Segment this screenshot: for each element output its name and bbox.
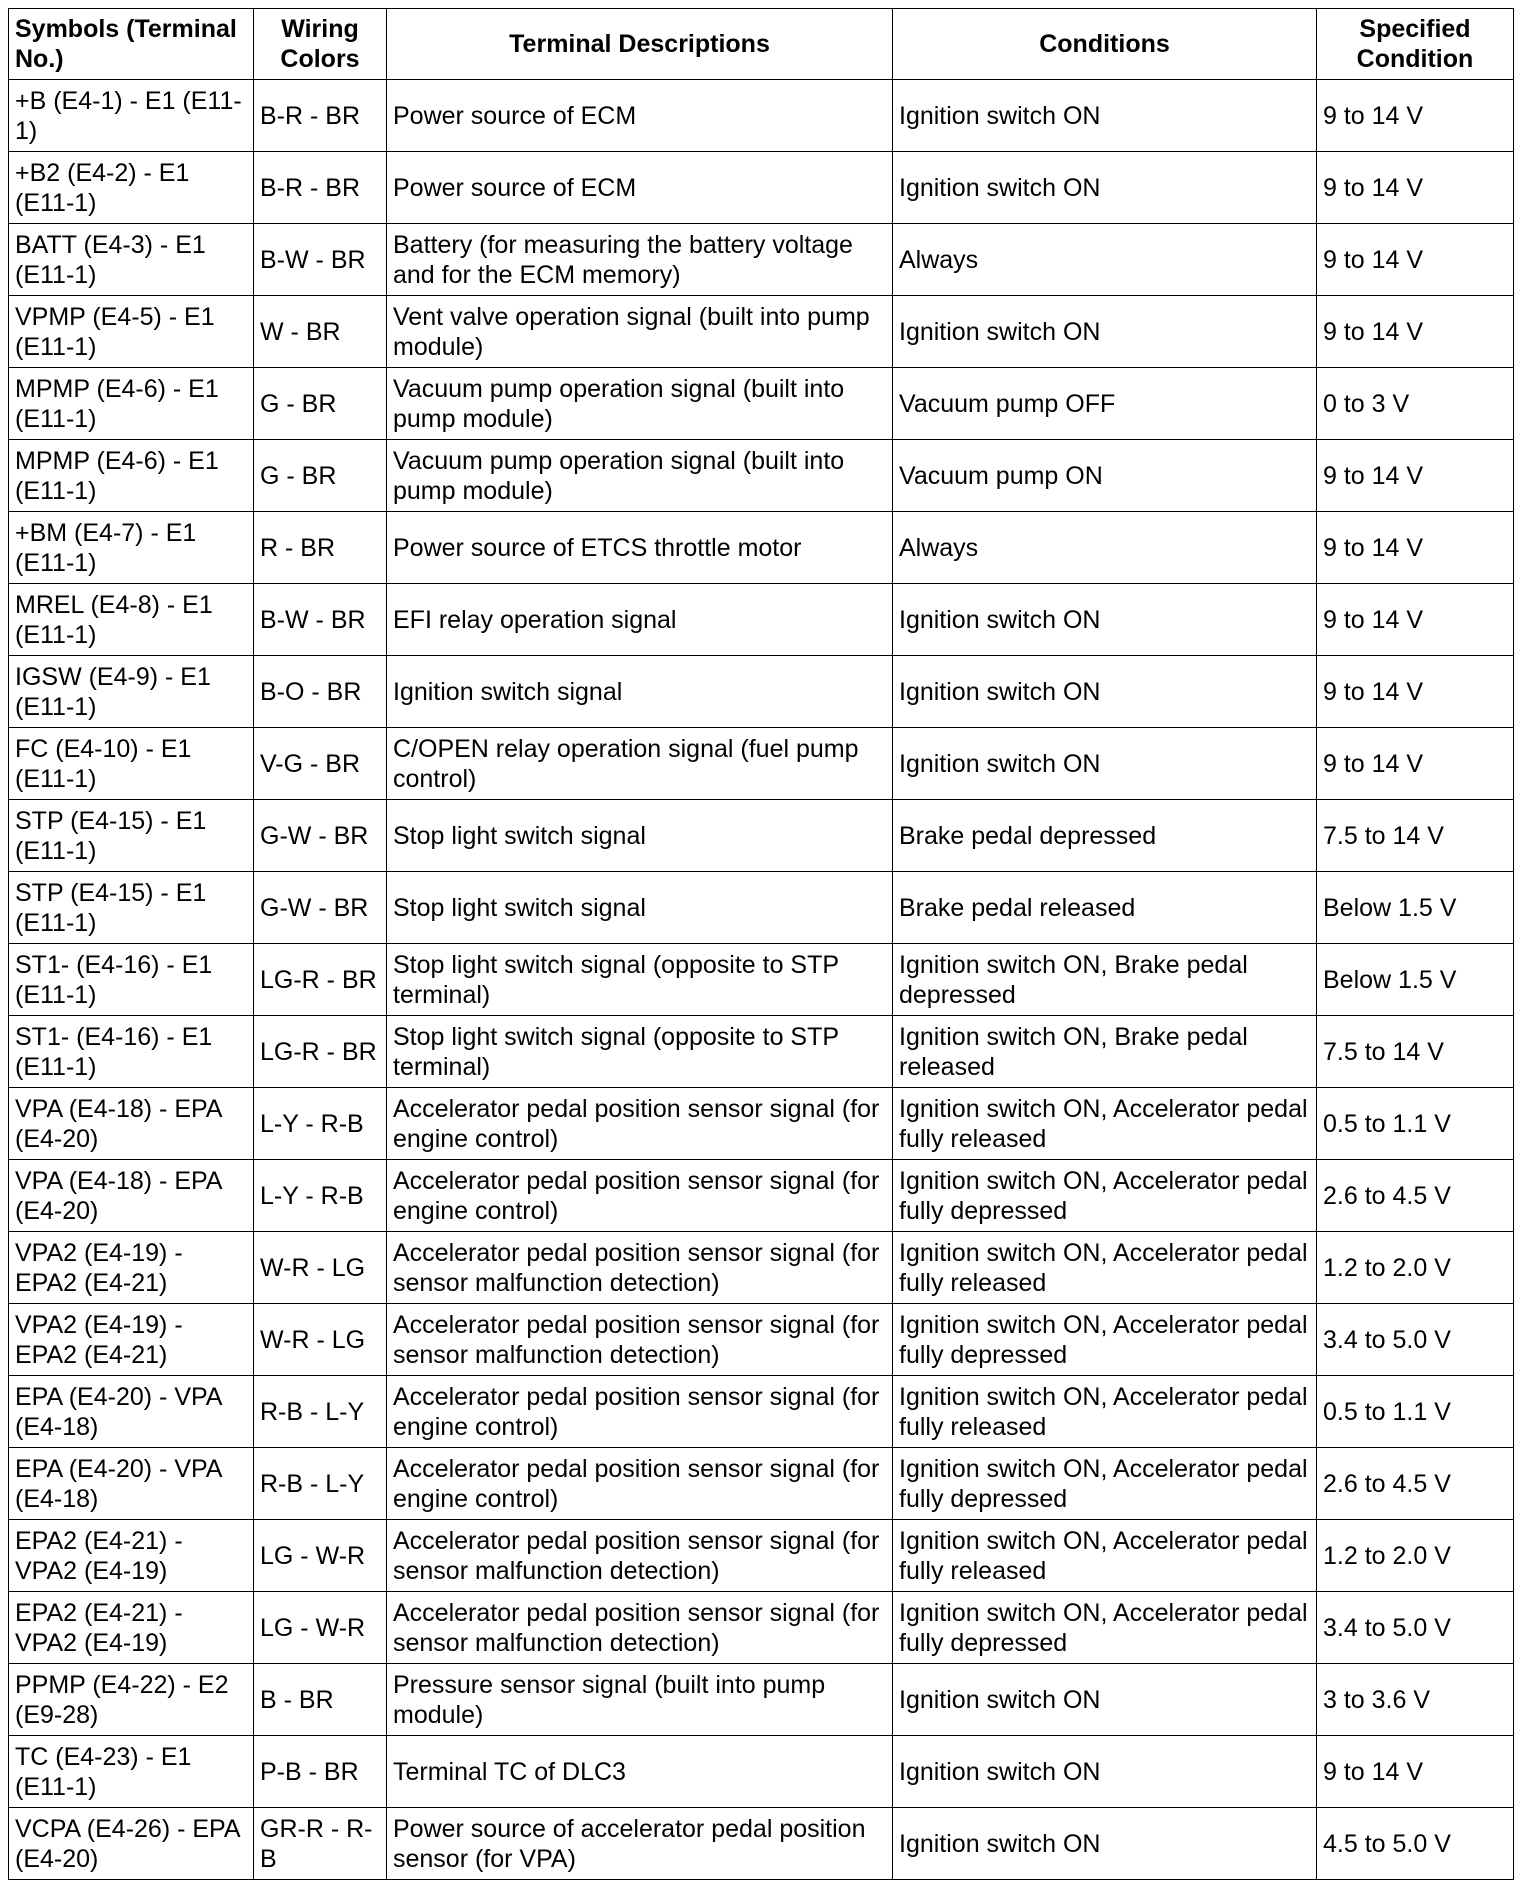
cell-symbols: VPA (E4-18) - EPA (E4-20) bbox=[9, 1160, 254, 1232]
cell-wiring-colors: G-W - BR bbox=[254, 872, 387, 944]
cell-specified-condition: 9 to 14 V bbox=[1317, 80, 1514, 152]
table-body bbox=[9, 80, 1514, 1880]
cell-symbols: VPA2 (E4-19) - EPA2 (E4-21) bbox=[9, 1232, 254, 1304]
cell-specified-condition: 9 to 14 V bbox=[1317, 152, 1514, 224]
cell-terminal-description: Ignition switch signal bbox=[387, 656, 893, 728]
cell-symbols: MPMP (E4-6) - E1 (E11-1) bbox=[9, 368, 254, 440]
cell-terminal-description: Power source of ETCS throttle motor bbox=[387, 512, 893, 584]
table-row bbox=[9, 440, 1514, 512]
cell-symbols: VCPA (E4-26) - EPA (E4-20) bbox=[9, 1808, 254, 1880]
table-row bbox=[9, 1592, 1514, 1664]
header-specified-condition: Specified Condition bbox=[1317, 9, 1514, 80]
cell-specified-condition: 7.5 to 14 V bbox=[1317, 800, 1514, 872]
cell-specified-condition: Below 1.5 V bbox=[1317, 944, 1514, 1016]
cell-symbols: VPA (E4-18) - EPA (E4-20) bbox=[9, 1088, 254, 1160]
cell-conditions: Vacuum pump OFF bbox=[893, 368, 1317, 440]
cell-conditions: Vacuum pump ON bbox=[893, 440, 1317, 512]
cell-conditions: Ignition switch ON bbox=[893, 296, 1317, 368]
cell-conditions: Ignition switch ON, Accelerator pedal fully released bbox=[893, 1232, 1317, 1304]
cell-symbols: TC (E4-23) - E1 (E11-1) bbox=[9, 1736, 254, 1808]
cell-conditions: Brake pedal depressed bbox=[893, 800, 1317, 872]
cell-wiring-colors: B - BR bbox=[254, 1664, 387, 1736]
cell-symbols: EPA2 (E4-21) - VPA2 (E4-19) bbox=[9, 1520, 254, 1592]
cell-terminal-description: Power source of ECM bbox=[387, 152, 893, 224]
cell-wiring-colors: L-Y - R-B bbox=[254, 1160, 387, 1232]
cell-symbols: EPA2 (E4-21) - VPA2 (E4-19) bbox=[9, 1592, 254, 1664]
table-row bbox=[9, 1016, 1514, 1088]
table-row bbox=[9, 656, 1514, 728]
terminal-spec-table bbox=[8, 8, 1514, 1880]
cell-specified-condition: 1.2 to 2.0 V bbox=[1317, 1232, 1514, 1304]
table-row bbox=[9, 1736, 1514, 1808]
cell-terminal-description: Accelerator pedal position sensor signal (for engine control) bbox=[387, 1088, 893, 1160]
cell-wiring-colors: B-W - BR bbox=[254, 584, 387, 656]
cell-wiring-colors: LG-R - BR bbox=[254, 1016, 387, 1088]
cell-conditions: Ignition switch ON bbox=[893, 80, 1317, 152]
cell-conditions: Ignition switch ON, Brake pedal depressed bbox=[893, 944, 1317, 1016]
cell-wiring-colors: W-R - LG bbox=[254, 1232, 387, 1304]
cell-terminal-description: Vacuum pump operation signal (built into pump module) bbox=[387, 440, 893, 512]
cell-specified-condition: 3.4 to 5.0 V bbox=[1317, 1304, 1514, 1376]
cell-wiring-colors: L-Y - R-B bbox=[254, 1088, 387, 1160]
cell-wiring-colors: B-R - BR bbox=[254, 80, 387, 152]
table-header bbox=[9, 9, 1514, 80]
cell-terminal-description: Accelerator pedal position sensor signal (for sensor malfunction detection) bbox=[387, 1520, 893, 1592]
cell-wiring-colors: P-B - BR bbox=[254, 1736, 387, 1808]
cell-conditions: Ignition switch ON bbox=[893, 656, 1317, 728]
cell-conditions: Ignition switch ON bbox=[893, 152, 1317, 224]
cell-symbols: +BM (E4-7) - E1 (E11-1) bbox=[9, 512, 254, 584]
cell-conditions: Ignition switch ON, Brake pedal released bbox=[893, 1016, 1317, 1088]
cell-wiring-colors: B-W - BR bbox=[254, 224, 387, 296]
header-row bbox=[9, 9, 1514, 80]
table-row bbox=[9, 800, 1514, 872]
cell-symbols: EPA (E4-20) - VPA (E4-18) bbox=[9, 1448, 254, 1520]
cell-terminal-description: Accelerator pedal position sensor signal (for engine control) bbox=[387, 1376, 893, 1448]
cell-terminal-description: C/OPEN relay operation signal (fuel pump control) bbox=[387, 728, 893, 800]
cell-specified-condition: 9 to 14 V bbox=[1317, 656, 1514, 728]
cell-conditions: Ignition switch ON bbox=[893, 584, 1317, 656]
cell-symbols: ST1- (E4-16) - E1 (E11-1) bbox=[9, 1016, 254, 1088]
cell-specified-condition: Below 1.5 V bbox=[1317, 872, 1514, 944]
cell-terminal-description: Power source of ECM bbox=[387, 80, 893, 152]
cell-specified-condition: 9 to 14 V bbox=[1317, 224, 1514, 296]
table-row bbox=[9, 224, 1514, 296]
cell-terminal-description: Terminal TC of DLC3 bbox=[387, 1736, 893, 1808]
cell-conditions: Ignition switch ON, Accelerator pedal fully depressed bbox=[893, 1160, 1317, 1232]
cell-specified-condition: 1.2 to 2.0 V bbox=[1317, 1520, 1514, 1592]
cell-specified-condition: 0.5 to 1.1 V bbox=[1317, 1088, 1514, 1160]
cell-terminal-description: Accelerator pedal position sensor signal (for engine control) bbox=[387, 1448, 893, 1520]
cell-wiring-colors: B-O - BR bbox=[254, 656, 387, 728]
cell-terminal-description: Stop light switch signal (opposite to STP terminal) bbox=[387, 1016, 893, 1088]
table-row bbox=[9, 80, 1514, 152]
table-row bbox=[9, 1232, 1514, 1304]
cell-conditions: Ignition switch ON bbox=[893, 1664, 1317, 1736]
cell-conditions: Ignition switch ON, Accelerator pedal fully depressed bbox=[893, 1448, 1317, 1520]
header-terminal-descriptions: Terminal Descriptions bbox=[387, 9, 893, 80]
cell-wiring-colors: GR-R - R-B bbox=[254, 1808, 387, 1880]
cell-symbols: PPMP (E4-22) - E2 (E9-28) bbox=[9, 1664, 254, 1736]
cell-symbols: FC (E4-10) - E1 (E11-1) bbox=[9, 728, 254, 800]
table-row bbox=[9, 872, 1514, 944]
cell-terminal-description: Vent valve operation signal (built into pump module) bbox=[387, 296, 893, 368]
cell-symbols: MREL (E4-8) - E1 (E11-1) bbox=[9, 584, 254, 656]
table-row bbox=[9, 728, 1514, 800]
cell-conditions: Always bbox=[893, 224, 1317, 296]
cell-conditions: Ignition switch ON, Accelerator pedal fully released bbox=[893, 1520, 1317, 1592]
table-row bbox=[9, 1304, 1514, 1376]
cell-conditions: Brake pedal released bbox=[893, 872, 1317, 944]
cell-wiring-colors: B-R - BR bbox=[254, 152, 387, 224]
cell-wiring-colors: LG - W-R bbox=[254, 1592, 387, 1664]
header-symbols: Symbols (Terminal No.) bbox=[9, 9, 254, 80]
cell-conditions: Always bbox=[893, 512, 1317, 584]
cell-terminal-description: Stop light switch signal (opposite to STP terminal) bbox=[387, 944, 893, 1016]
cell-specified-condition: 9 to 14 V bbox=[1317, 440, 1514, 512]
cell-conditions: Ignition switch ON bbox=[893, 1808, 1317, 1880]
cell-specified-condition: 9 to 14 V bbox=[1317, 584, 1514, 656]
header-wiring-colors: Wiring Colors bbox=[254, 9, 387, 80]
table-row bbox=[9, 1520, 1514, 1592]
table-row bbox=[9, 512, 1514, 584]
cell-specified-condition: 0.5 to 1.1 V bbox=[1317, 1376, 1514, 1448]
cell-wiring-colors: R-B - L-Y bbox=[254, 1448, 387, 1520]
cell-specified-condition: 2.6 to 4.5 V bbox=[1317, 1160, 1514, 1232]
cell-symbols: STP (E4-15) - E1 (E11-1) bbox=[9, 872, 254, 944]
table-row bbox=[9, 1808, 1514, 1880]
cell-terminal-description: Vacuum pump operation signal (built into pump module) bbox=[387, 368, 893, 440]
cell-symbols: VPA2 (E4-19) - EPA2 (E4-21) bbox=[9, 1304, 254, 1376]
cell-specified-condition: 9 to 14 V bbox=[1317, 296, 1514, 368]
cell-specified-condition: 3.4 to 5.0 V bbox=[1317, 1592, 1514, 1664]
cell-wiring-colors: G - BR bbox=[254, 440, 387, 512]
cell-wiring-colors: W - BR bbox=[254, 296, 387, 368]
cell-conditions: Ignition switch ON bbox=[893, 728, 1317, 800]
cell-specified-condition: 9 to 14 V bbox=[1317, 728, 1514, 800]
cell-symbols: BATT (E4-3) - E1 (E11-1) bbox=[9, 224, 254, 296]
table-row bbox=[9, 1160, 1514, 1232]
cell-wiring-colors: V-G - BR bbox=[254, 728, 387, 800]
cell-conditions: Ignition switch ON, Accelerator pedal fully released bbox=[893, 1376, 1317, 1448]
cell-wiring-colors: G-W - BR bbox=[254, 800, 387, 872]
table-row bbox=[9, 368, 1514, 440]
header-conditions: Conditions bbox=[893, 9, 1317, 80]
table-row bbox=[9, 944, 1514, 1016]
cell-terminal-description: Accelerator pedal position sensor signal (for sensor malfunction detection) bbox=[387, 1232, 893, 1304]
cell-conditions: Ignition switch ON bbox=[893, 1736, 1317, 1808]
cell-terminal-description: Accelerator pedal position sensor signal (for sensor malfunction detection) bbox=[387, 1592, 893, 1664]
cell-terminal-description: Stop light switch signal bbox=[387, 872, 893, 944]
cell-symbols: IGSW (E4-9) - E1 (E11-1) bbox=[9, 656, 254, 728]
cell-symbols: EPA (E4-20) - VPA (E4-18) bbox=[9, 1376, 254, 1448]
table-row bbox=[9, 1376, 1514, 1448]
cell-terminal-description: EFI relay operation signal bbox=[387, 584, 893, 656]
table-row bbox=[9, 152, 1514, 224]
cell-symbols: VPMP (E4-5) - E1 (E11-1) bbox=[9, 296, 254, 368]
table-row bbox=[9, 1088, 1514, 1160]
cell-specified-condition: 3 to 3.6 V bbox=[1317, 1664, 1514, 1736]
cell-wiring-colors: G - BR bbox=[254, 368, 387, 440]
cell-specified-condition: 9 to 14 V bbox=[1317, 512, 1514, 584]
cell-specified-condition: 7.5 to 14 V bbox=[1317, 1016, 1514, 1088]
table-row bbox=[9, 1664, 1514, 1736]
cell-symbols: MPMP (E4-6) - E1 (E11-1) bbox=[9, 440, 254, 512]
cell-terminal-description: Power source of accelerator pedal position sensor (for VPA) bbox=[387, 1808, 893, 1880]
cell-conditions: Ignition switch ON, Accelerator pedal fully depressed bbox=[893, 1592, 1317, 1664]
table-row bbox=[9, 584, 1514, 656]
cell-terminal-description: Accelerator pedal position sensor signal (for engine control) bbox=[387, 1160, 893, 1232]
cell-specified-condition: 9 to 14 V bbox=[1317, 1736, 1514, 1808]
cell-symbols: +B (E4-1) - E1 (E11-1) bbox=[9, 80, 254, 152]
cell-specified-condition: 4.5 to 5.0 V bbox=[1317, 1808, 1514, 1880]
cell-terminal-description: Pressure sensor signal (built into pump module) bbox=[387, 1664, 893, 1736]
cell-wiring-colors: R-B - L-Y bbox=[254, 1376, 387, 1448]
cell-specified-condition: 0 to 3 V bbox=[1317, 368, 1514, 440]
cell-terminal-description: Stop light switch signal bbox=[387, 800, 893, 872]
cell-terminal-description: Battery (for measuring the battery voltage and for the ECM memory) bbox=[387, 224, 893, 296]
cell-wiring-colors: LG - W-R bbox=[254, 1520, 387, 1592]
cell-symbols: STP (E4-15) - E1 (E11-1) bbox=[9, 800, 254, 872]
cell-symbols: +B2 (E4-2) - E1 (E11-1) bbox=[9, 152, 254, 224]
cell-wiring-colors: LG-R - BR bbox=[254, 944, 387, 1016]
cell-conditions: Ignition switch ON, Accelerator pedal fully released bbox=[893, 1088, 1317, 1160]
cell-wiring-colors: W-R - LG bbox=[254, 1304, 387, 1376]
cell-specified-condition: 2.6 to 4.5 V bbox=[1317, 1448, 1514, 1520]
table-row bbox=[9, 296, 1514, 368]
cell-conditions: Ignition switch ON, Accelerator pedal fully depressed bbox=[893, 1304, 1317, 1376]
table-row bbox=[9, 1448, 1514, 1520]
cell-symbols: ST1- (E4-16) - E1 (E11-1) bbox=[9, 944, 254, 1016]
cell-terminal-description: Accelerator pedal position sensor signal (for sensor malfunction detection) bbox=[387, 1304, 893, 1376]
cell-wiring-colors: R - BR bbox=[254, 512, 387, 584]
